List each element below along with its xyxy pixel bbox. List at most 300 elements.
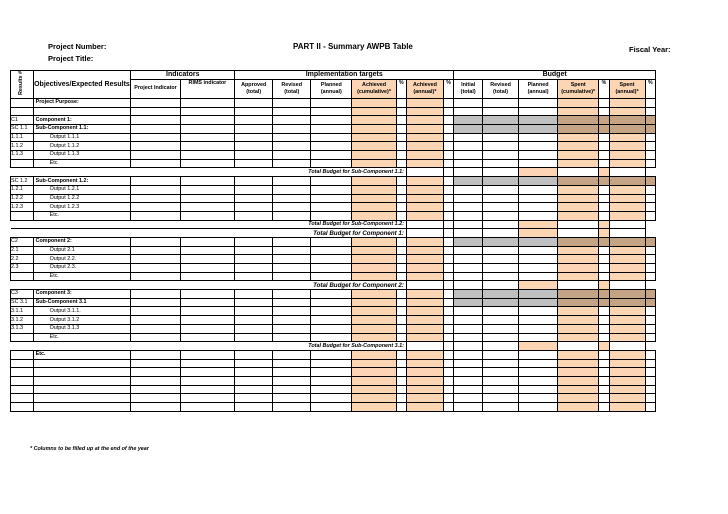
table-cell[interactable] xyxy=(273,237,311,246)
table-cell[interactable] xyxy=(406,359,443,368)
table-cell[interactable] xyxy=(454,125,483,134)
table-cell[interactable] xyxy=(131,350,180,359)
table-cell[interactable] xyxy=(599,342,609,351)
table-cell[interactable] xyxy=(131,98,180,107)
table-cell[interactable] xyxy=(599,307,609,316)
table-cell[interactable] xyxy=(519,290,558,299)
table-cell[interactable] xyxy=(180,255,235,264)
table-cell[interactable] xyxy=(558,168,599,177)
table-cell[interactable] xyxy=(131,272,180,281)
table-cell[interactable] xyxy=(352,385,396,394)
table-cell[interactable] xyxy=(131,133,180,142)
table-cell[interactable] xyxy=(406,142,443,151)
table-cell[interactable] xyxy=(454,237,483,246)
table-cell[interactable] xyxy=(235,194,273,203)
table-cell[interactable] xyxy=(645,403,655,412)
table-cell[interactable] xyxy=(519,281,558,290)
table-cell[interactable] xyxy=(396,142,406,151)
table-cell[interactable] xyxy=(599,368,609,377)
table-cell[interactable] xyxy=(483,142,519,151)
table-cell[interactable] xyxy=(519,264,558,273)
table-cell[interactable] xyxy=(235,385,273,394)
table-cell[interactable] xyxy=(454,385,483,394)
table-cell[interactable] xyxy=(483,307,519,316)
table-cell[interactable] xyxy=(273,333,311,342)
table-cell[interactable] xyxy=(519,368,558,377)
table-cell[interactable] xyxy=(558,159,599,168)
table-cell[interactable] xyxy=(311,403,352,412)
table-cell[interactable] xyxy=(519,316,558,325)
table-cell[interactable] xyxy=(454,159,483,168)
table-cell[interactable] xyxy=(273,255,311,264)
table-cell[interactable] xyxy=(599,133,609,142)
table-cell[interactable] xyxy=(443,168,453,177)
table-cell[interactable] xyxy=(235,98,273,107)
table-cell[interactable] xyxy=(406,133,443,142)
table-cell[interactable] xyxy=(396,237,406,246)
table-cell[interactable] xyxy=(131,107,180,116)
table-cell[interactable] xyxy=(483,168,519,177)
table-cell[interactable] xyxy=(131,151,180,160)
table-cell[interactable] xyxy=(131,125,180,134)
table-cell[interactable] xyxy=(406,394,443,403)
table-cell[interactable] xyxy=(443,368,453,377)
table-cell[interactable] xyxy=(599,203,609,212)
table-cell[interactable] xyxy=(645,290,655,299)
table-cell[interactable] xyxy=(131,116,180,125)
table-cell[interactable] xyxy=(131,211,180,220)
table-cell[interactable] xyxy=(180,290,235,299)
table-cell[interactable] xyxy=(519,159,558,168)
table-cell[interactable] xyxy=(273,298,311,307)
table-cell[interactable] xyxy=(406,246,443,255)
table-cell[interactable] xyxy=(454,168,483,177)
table-cell[interactable] xyxy=(645,98,655,107)
table-cell[interactable] xyxy=(454,116,483,125)
table-cell[interactable] xyxy=(599,272,609,281)
table-cell[interactable] xyxy=(352,255,396,264)
table-cell[interactable] xyxy=(645,385,655,394)
table-cell[interactable] xyxy=(406,211,443,220)
table-cell[interactable] xyxy=(311,333,352,342)
table-cell[interactable] xyxy=(454,98,483,107)
table-cell[interactable] xyxy=(599,359,609,368)
table-cell[interactable] xyxy=(599,211,609,220)
table-cell[interactable] xyxy=(483,116,519,125)
table-cell[interactable] xyxy=(645,116,655,125)
table-cell[interactable] xyxy=(235,203,273,212)
table-cell[interactable] xyxy=(599,142,609,151)
table-cell[interactable] xyxy=(443,264,453,273)
table-cell[interactable] xyxy=(599,316,609,325)
table-cell[interactable] xyxy=(454,177,483,186)
table-cell[interactable] xyxy=(180,159,235,168)
table-cell[interactable] xyxy=(180,298,235,307)
table-cell[interactable] xyxy=(311,194,352,203)
table-cell[interactable] xyxy=(599,185,609,194)
table-cell[interactable] xyxy=(180,125,235,134)
table-cell[interactable] xyxy=(406,194,443,203)
table-cell[interactable] xyxy=(352,368,396,377)
table-cell[interactable] xyxy=(396,133,406,142)
table-cell[interactable] xyxy=(443,142,453,151)
table-cell[interactable] xyxy=(131,298,180,307)
table-cell[interactable] xyxy=(519,403,558,412)
table-cell[interactable] xyxy=(273,394,311,403)
table-cell[interactable] xyxy=(406,316,443,325)
table-cell[interactable] xyxy=(558,133,599,142)
table-cell[interactable] xyxy=(311,211,352,220)
table-cell[interactable] xyxy=(311,316,352,325)
table-cell[interactable] xyxy=(131,333,180,342)
table-cell[interactable] xyxy=(443,385,453,394)
table-cell[interactable] xyxy=(406,185,443,194)
table-cell[interactable] xyxy=(609,281,645,290)
table-cell[interactable] xyxy=(406,368,443,377)
table-cell[interactable] xyxy=(311,116,352,125)
table-cell[interactable] xyxy=(273,403,311,412)
table-cell[interactable] xyxy=(235,185,273,194)
table-cell[interactable] xyxy=(519,177,558,186)
table-cell[interactable] xyxy=(483,376,519,385)
table-cell[interactable] xyxy=(558,229,599,238)
table-cell[interactable] xyxy=(483,220,519,229)
table-cell[interactable] xyxy=(645,316,655,325)
table-cell[interactable] xyxy=(483,237,519,246)
table-cell[interactable] xyxy=(273,272,311,281)
table-cell[interactable] xyxy=(483,264,519,273)
table-cell[interactable] xyxy=(483,290,519,299)
table-cell[interactable] xyxy=(519,342,558,351)
table-cell[interactable] xyxy=(396,290,406,299)
table-cell[interactable] xyxy=(483,342,519,351)
table-cell[interactable] xyxy=(443,107,453,116)
table-cell[interactable] xyxy=(443,281,453,290)
table-cell[interactable] xyxy=(235,133,273,142)
table-cell[interactable] xyxy=(352,333,396,342)
table-cell[interactable] xyxy=(599,125,609,134)
table-cell[interactable] xyxy=(180,107,235,116)
table-cell[interactable] xyxy=(311,107,352,116)
table-cell[interactable] xyxy=(483,229,519,238)
table-cell[interactable] xyxy=(599,255,609,264)
table-cell[interactable] xyxy=(558,264,599,273)
table-cell[interactable] xyxy=(558,281,599,290)
table-cell[interactable] xyxy=(131,203,180,212)
table-cell[interactable] xyxy=(352,116,396,125)
table-cell[interactable] xyxy=(558,333,599,342)
table-cell[interactable] xyxy=(273,194,311,203)
table-cell[interactable] xyxy=(483,333,519,342)
table-cell[interactable] xyxy=(311,324,352,333)
table-cell[interactable] xyxy=(454,203,483,212)
table-cell[interactable] xyxy=(352,307,396,316)
table-cell[interactable] xyxy=(131,185,180,194)
pct-cell[interactable] xyxy=(406,229,443,238)
table-cell[interactable] xyxy=(352,151,396,160)
table-cell[interactable] xyxy=(609,237,645,246)
table-cell[interactable] xyxy=(599,324,609,333)
table-cell[interactable] xyxy=(483,194,519,203)
table-cell[interactable] xyxy=(273,385,311,394)
table-cell[interactable] xyxy=(180,203,235,212)
table-cell[interactable] xyxy=(599,194,609,203)
table-cell[interactable] xyxy=(273,98,311,107)
table-cell[interactable] xyxy=(406,333,443,342)
table-cell[interactable] xyxy=(483,159,519,168)
table-cell[interactable] xyxy=(311,298,352,307)
table-cell[interactable] xyxy=(352,298,396,307)
table-cell[interactable] xyxy=(599,264,609,273)
table-cell[interactable] xyxy=(609,98,645,107)
table-cell[interactable] xyxy=(558,324,599,333)
table-cell[interactable] xyxy=(454,307,483,316)
table-cell[interactable] xyxy=(609,342,645,351)
table-cell[interactable] xyxy=(609,159,645,168)
table-cell[interactable] xyxy=(609,290,645,299)
table-cell[interactable] xyxy=(599,298,609,307)
table-cell[interactable] xyxy=(645,107,655,116)
table-cell[interactable] xyxy=(443,194,453,203)
table-cell[interactable] xyxy=(406,272,443,281)
table-cell[interactable] xyxy=(406,159,443,168)
table-cell[interactable] xyxy=(180,324,235,333)
table-cell[interactable] xyxy=(131,177,180,186)
table-cell[interactable] xyxy=(273,359,311,368)
table-cell[interactable] xyxy=(519,168,558,177)
table-cell[interactable] xyxy=(609,350,645,359)
table-cell[interactable] xyxy=(599,159,609,168)
table-cell[interactable] xyxy=(406,125,443,134)
table-cell[interactable] xyxy=(235,350,273,359)
table-cell[interactable] xyxy=(235,264,273,273)
table-cell[interactable] xyxy=(558,359,599,368)
table-cell[interactable] xyxy=(273,151,311,160)
table-cell[interactable] xyxy=(352,394,396,403)
table-cell[interactable] xyxy=(558,368,599,377)
table-cell[interactable] xyxy=(558,255,599,264)
table-cell[interactable] xyxy=(273,264,311,273)
table-cell[interactable] xyxy=(396,194,406,203)
table-cell[interactable] xyxy=(352,246,396,255)
table-cell[interactable] xyxy=(443,290,453,299)
table-cell[interactable] xyxy=(131,324,180,333)
table-cell[interactable] xyxy=(483,316,519,325)
table-cell[interactable] xyxy=(558,272,599,281)
table-cell[interactable] xyxy=(352,177,396,186)
table-cell[interactable] xyxy=(599,229,609,238)
pct-cell[interactable] xyxy=(406,281,443,290)
table-cell[interactable] xyxy=(454,281,483,290)
table-cell[interactable] xyxy=(396,264,406,273)
table-cell[interactable] xyxy=(454,403,483,412)
table-cell[interactable] xyxy=(483,107,519,116)
table-cell[interactable] xyxy=(454,394,483,403)
table-cell[interactable] xyxy=(483,211,519,220)
table-cell[interactable] xyxy=(396,203,406,212)
table-cell[interactable] xyxy=(273,350,311,359)
table-cell[interactable] xyxy=(131,385,180,394)
table-cell[interactable] xyxy=(352,316,396,325)
table-cell[interactable] xyxy=(406,98,443,107)
table-cell[interactable] xyxy=(483,385,519,394)
table-cell[interactable] xyxy=(645,255,655,264)
table-cell[interactable] xyxy=(609,168,645,177)
table-cell[interactable] xyxy=(273,316,311,325)
table-cell[interactable] xyxy=(311,264,352,273)
table-cell[interactable] xyxy=(443,98,453,107)
table-cell[interactable] xyxy=(180,368,235,377)
table-cell[interactable] xyxy=(558,211,599,220)
table-cell[interactable] xyxy=(599,220,609,229)
table-cell[interactable] xyxy=(131,316,180,325)
table-cell[interactable] xyxy=(131,264,180,273)
table-cell[interactable] xyxy=(273,107,311,116)
table-cell[interactable] xyxy=(273,177,311,186)
table-cell[interactable] xyxy=(180,211,235,220)
table-cell[interactable] xyxy=(454,298,483,307)
table-cell[interactable] xyxy=(311,368,352,377)
table-cell[interactable] xyxy=(443,116,453,125)
table-cell[interactable] xyxy=(609,307,645,316)
table-cell[interactable] xyxy=(311,359,352,368)
table-cell[interactable] xyxy=(311,203,352,212)
table-cell[interactable] xyxy=(443,403,453,412)
table-cell[interactable] xyxy=(599,107,609,116)
table-cell[interactable] xyxy=(443,133,453,142)
table-cell[interactable] xyxy=(235,151,273,160)
table-cell[interactable] xyxy=(443,211,453,220)
table-cell[interactable] xyxy=(609,368,645,377)
table-cell[interactable] xyxy=(609,246,645,255)
table-cell[interactable] xyxy=(406,151,443,160)
table-cell[interactable] xyxy=(558,290,599,299)
table-cell[interactable] xyxy=(454,272,483,281)
table-cell[interactable] xyxy=(352,264,396,273)
table-cell[interactable] xyxy=(131,142,180,151)
table-cell[interactable] xyxy=(519,211,558,220)
table-cell[interactable] xyxy=(180,350,235,359)
table-cell[interactable] xyxy=(599,385,609,394)
table-cell[interactable] xyxy=(235,142,273,151)
table-cell[interactable] xyxy=(519,107,558,116)
table-cell[interactable] xyxy=(599,376,609,385)
table-cell[interactable] xyxy=(599,98,609,107)
table-cell[interactable] xyxy=(396,403,406,412)
table-cell[interactable] xyxy=(645,203,655,212)
table-cell[interactable] xyxy=(558,316,599,325)
table-cell[interactable] xyxy=(352,403,396,412)
table-cell[interactable] xyxy=(352,98,396,107)
table-cell[interactable] xyxy=(454,211,483,220)
table-cell[interactable] xyxy=(131,290,180,299)
table-cell[interactable] xyxy=(235,368,273,377)
table-cell[interactable] xyxy=(235,255,273,264)
table-cell[interactable] xyxy=(645,376,655,385)
table-cell[interactable] xyxy=(180,142,235,151)
table-cell[interactable] xyxy=(454,333,483,342)
table-cell[interactable] xyxy=(609,255,645,264)
table-cell[interactable] xyxy=(396,246,406,255)
table-cell[interactable] xyxy=(235,246,273,255)
table-cell[interactable] xyxy=(180,177,235,186)
table-cell[interactable] xyxy=(352,272,396,281)
table-cell[interactable] xyxy=(454,246,483,255)
table-cell[interactable] xyxy=(558,116,599,125)
table-cell[interactable] xyxy=(483,324,519,333)
table-cell[interactable] xyxy=(558,394,599,403)
table-cell[interactable] xyxy=(131,307,180,316)
table-cell[interactable] xyxy=(519,385,558,394)
table-cell[interactable] xyxy=(609,185,645,194)
table-cell[interactable] xyxy=(519,333,558,342)
table-cell[interactable] xyxy=(311,272,352,281)
table-cell[interactable] xyxy=(180,333,235,342)
table-cell[interactable] xyxy=(599,237,609,246)
table-cell[interactable] xyxy=(609,125,645,134)
table-cell[interactable] xyxy=(406,107,443,116)
table-cell[interactable] xyxy=(483,185,519,194)
table-cell[interactable] xyxy=(609,359,645,368)
table-cell[interactable] xyxy=(645,264,655,273)
table-cell[interactable] xyxy=(454,264,483,273)
table-cell[interactable] xyxy=(454,290,483,299)
table-cell[interactable] xyxy=(180,376,235,385)
table-cell[interactable] xyxy=(483,272,519,281)
table-cell[interactable] xyxy=(483,203,519,212)
table-cell[interactable] xyxy=(609,264,645,273)
table-cell[interactable] xyxy=(609,194,645,203)
table-cell[interactable] xyxy=(483,177,519,186)
table-cell[interactable] xyxy=(483,368,519,377)
table-cell[interactable] xyxy=(483,359,519,368)
table-cell[interactable] xyxy=(609,376,645,385)
table-cell[interactable] xyxy=(235,272,273,281)
table-cell[interactable] xyxy=(558,142,599,151)
table-cell[interactable] xyxy=(352,203,396,212)
table-cell[interactable] xyxy=(454,194,483,203)
table-cell[interactable] xyxy=(180,316,235,325)
table-cell[interactable] xyxy=(609,142,645,151)
table-cell[interactable] xyxy=(406,298,443,307)
table-cell[interactable] xyxy=(454,376,483,385)
table-cell[interactable] xyxy=(311,125,352,134)
table-cell[interactable] xyxy=(609,316,645,325)
table-cell[interactable] xyxy=(443,272,453,281)
table-cell[interactable] xyxy=(235,116,273,125)
table-cell[interactable] xyxy=(396,177,406,186)
table-cell[interactable] xyxy=(519,298,558,307)
table-cell[interactable] xyxy=(352,290,396,299)
table-cell[interactable] xyxy=(131,403,180,412)
table-cell[interactable] xyxy=(235,307,273,316)
table-cell[interactable] xyxy=(396,350,406,359)
table-cell[interactable] xyxy=(519,133,558,142)
table-cell[interactable] xyxy=(273,324,311,333)
table-cell[interactable] xyxy=(645,298,655,307)
table-cell[interactable] xyxy=(519,376,558,385)
table-cell[interactable] xyxy=(273,125,311,134)
table-cell[interactable] xyxy=(519,272,558,281)
table-cell[interactable] xyxy=(406,177,443,186)
table-cell[interactable] xyxy=(406,203,443,212)
table-cell[interactable] xyxy=(558,194,599,203)
table-cell[interactable] xyxy=(519,151,558,160)
table-cell[interactable] xyxy=(396,98,406,107)
table-cell[interactable] xyxy=(645,350,655,359)
table-cell[interactable] xyxy=(235,237,273,246)
table-cell[interactable] xyxy=(454,316,483,325)
